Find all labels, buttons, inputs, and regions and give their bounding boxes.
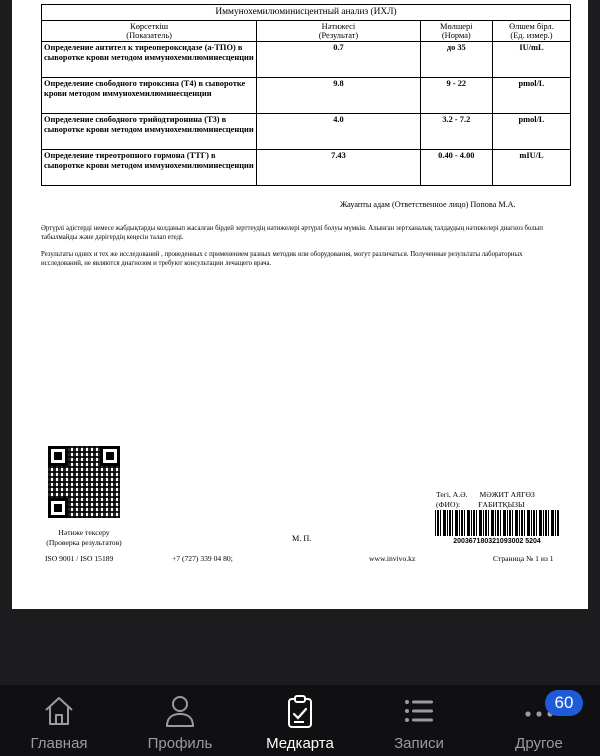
table-header-row	[42, 20, 571, 42]
test-norm: до 35	[420, 42, 492, 78]
tab-label: Записи	[394, 735, 444, 752]
column-header-ru: (Результат)	[318, 30, 359, 40]
document-page	[12, 0, 588, 609]
table-row	[42, 42, 571, 78]
test-result: 0.7	[257, 42, 420, 78]
test-result: 7.43	[257, 150, 420, 186]
column-header-ru: (Норма)	[441, 30, 471, 40]
patient-name-block	[436, 490, 535, 511]
column-header-kz: Өлшем бірл.	[509, 21, 554, 31]
home-icon	[41, 693, 77, 729]
responsible-person: Жауапты адам (Ответственное лицо) Попова М.А.	[340, 200, 516, 209]
barcode-number: 200367180321093002 5204	[453, 538, 541, 545]
column-header-unit	[492, 20, 570, 42]
test-name: Определение свободного тироксина (Т4) в сыворотке крови методом иммунохемилюминесценции	[42, 78, 257, 114]
fio-value: МӘЖИТ АЯГӨЗ	[479, 490, 535, 499]
analysis-title: Иммунохемилюминисцентный анализ (ИХЛ)	[42, 5, 571, 21]
table-caption-row	[42, 5, 571, 21]
stamp-placeholder: М. П.	[292, 534, 312, 543]
qr-finder	[48, 446, 68, 466]
test-name: Определение тиреотропного гормона (ТТГ) в сыворотке крови методом иммунохемилюминесценции	[42, 150, 257, 186]
test-name: Определение свободного трийодтиронина (Т3) в сыворотке крови методом иммунохемилюминесценции	[42, 114, 257, 150]
qr-code[interactable]	[48, 446, 120, 518]
test-unit: mIU/L	[492, 150, 570, 186]
tab-label: Профиль	[147, 735, 213, 752]
phone-number: +7 (727) 339 04 80;	[172, 554, 233, 563]
test-result: 9.8	[257, 78, 420, 114]
column-header-kz: Көрсеткіш	[130, 21, 169, 31]
iso-label: ISO 9001 / ISO 15189	[45, 554, 114, 563]
test-norm: 0.40 - 4.00	[420, 150, 492, 186]
qr-check-caption	[39, 528, 129, 548]
fio-label-kz: Тегі, А.Ә.	[436, 490, 468, 499]
fio-label-ru: (ФИО):	[436, 500, 461, 510]
disclaimer-ru: Результаты одних и тех же исследований , проведенных с применением разных методик или оборудования, могут различаться. Полученные результаты лабораторных исследований, не являются диагнозом и требуют консультации лечащего врача.	[41, 251, 523, 267]
test-result: 4.0	[257, 114, 420, 150]
page-counter: Страница № 1 из 1	[493, 554, 554, 563]
person-icon	[162, 693, 198, 729]
tab-home[interactable]	[4, 685, 114, 756]
barcode	[435, 510, 559, 536]
tab-label: Другое	[515, 735, 563, 752]
qr-finder	[100, 446, 120, 466]
test-unit: pmol/L	[492, 78, 570, 114]
clipboard-icon	[282, 693, 318, 729]
tab-label: Главная	[30, 735, 88, 752]
table-row	[42, 150, 571, 186]
tab-label: Медкарта	[266, 735, 334, 752]
column-header-ru: (Показатель)	[126, 30, 172, 40]
column-header-norm	[420, 20, 492, 42]
test-unit: IU/mL	[492, 42, 570, 78]
table-row	[42, 78, 571, 114]
results-table	[41, 4, 571, 186]
table-row	[42, 114, 571, 150]
bottom-tab-bar	[0, 685, 600, 756]
list-icon	[401, 693, 437, 729]
test-norm: 9 - 22	[420, 78, 492, 114]
tab-medcard[interactable]	[245, 685, 355, 756]
test-name: Определение антител к тиреопероксидазе (а-ТПО) в сыворотке крови методом иммунохемилюминесценции	[42, 42, 257, 78]
qr-check-kz: Нәтиже тексеру	[58, 528, 110, 537]
column-header-result	[257, 20, 420, 42]
qr-check-ru: (Проверка результатов)	[46, 537, 122, 547]
notification-badge: 60	[545, 690, 583, 716]
fio-value: ҒАБИТҚЫЗЫ	[478, 500, 525, 510]
disclaimer-kz: Әртүрлі әдістерді немесе жабдықтарды колданып жасалған бірдей зерттеудің нәтижелері әртүрлі болуы мүмкін. Алынған зертханалық талдаудың нәтижелері диагноз болып табылмайды және дәрігердің кеңесін талап етеді.	[41, 225, 543, 241]
column-header-kz: Нәтижесі	[321, 21, 356, 31]
qr-finder	[48, 498, 68, 518]
column-header-kz: Мөлшері	[440, 21, 473, 31]
test-unit: pmol/L	[492, 114, 570, 150]
column-header-ru: (Ед. измер.)	[510, 30, 553, 40]
test-norm: 3.2 - 7.2	[420, 114, 492, 150]
tab-profile[interactable]	[125, 685, 235, 756]
website-link[interactable]: www.invivo.kz	[369, 554, 416, 563]
column-header-indicator	[42, 20, 257, 42]
tab-records[interactable]	[364, 685, 474, 756]
